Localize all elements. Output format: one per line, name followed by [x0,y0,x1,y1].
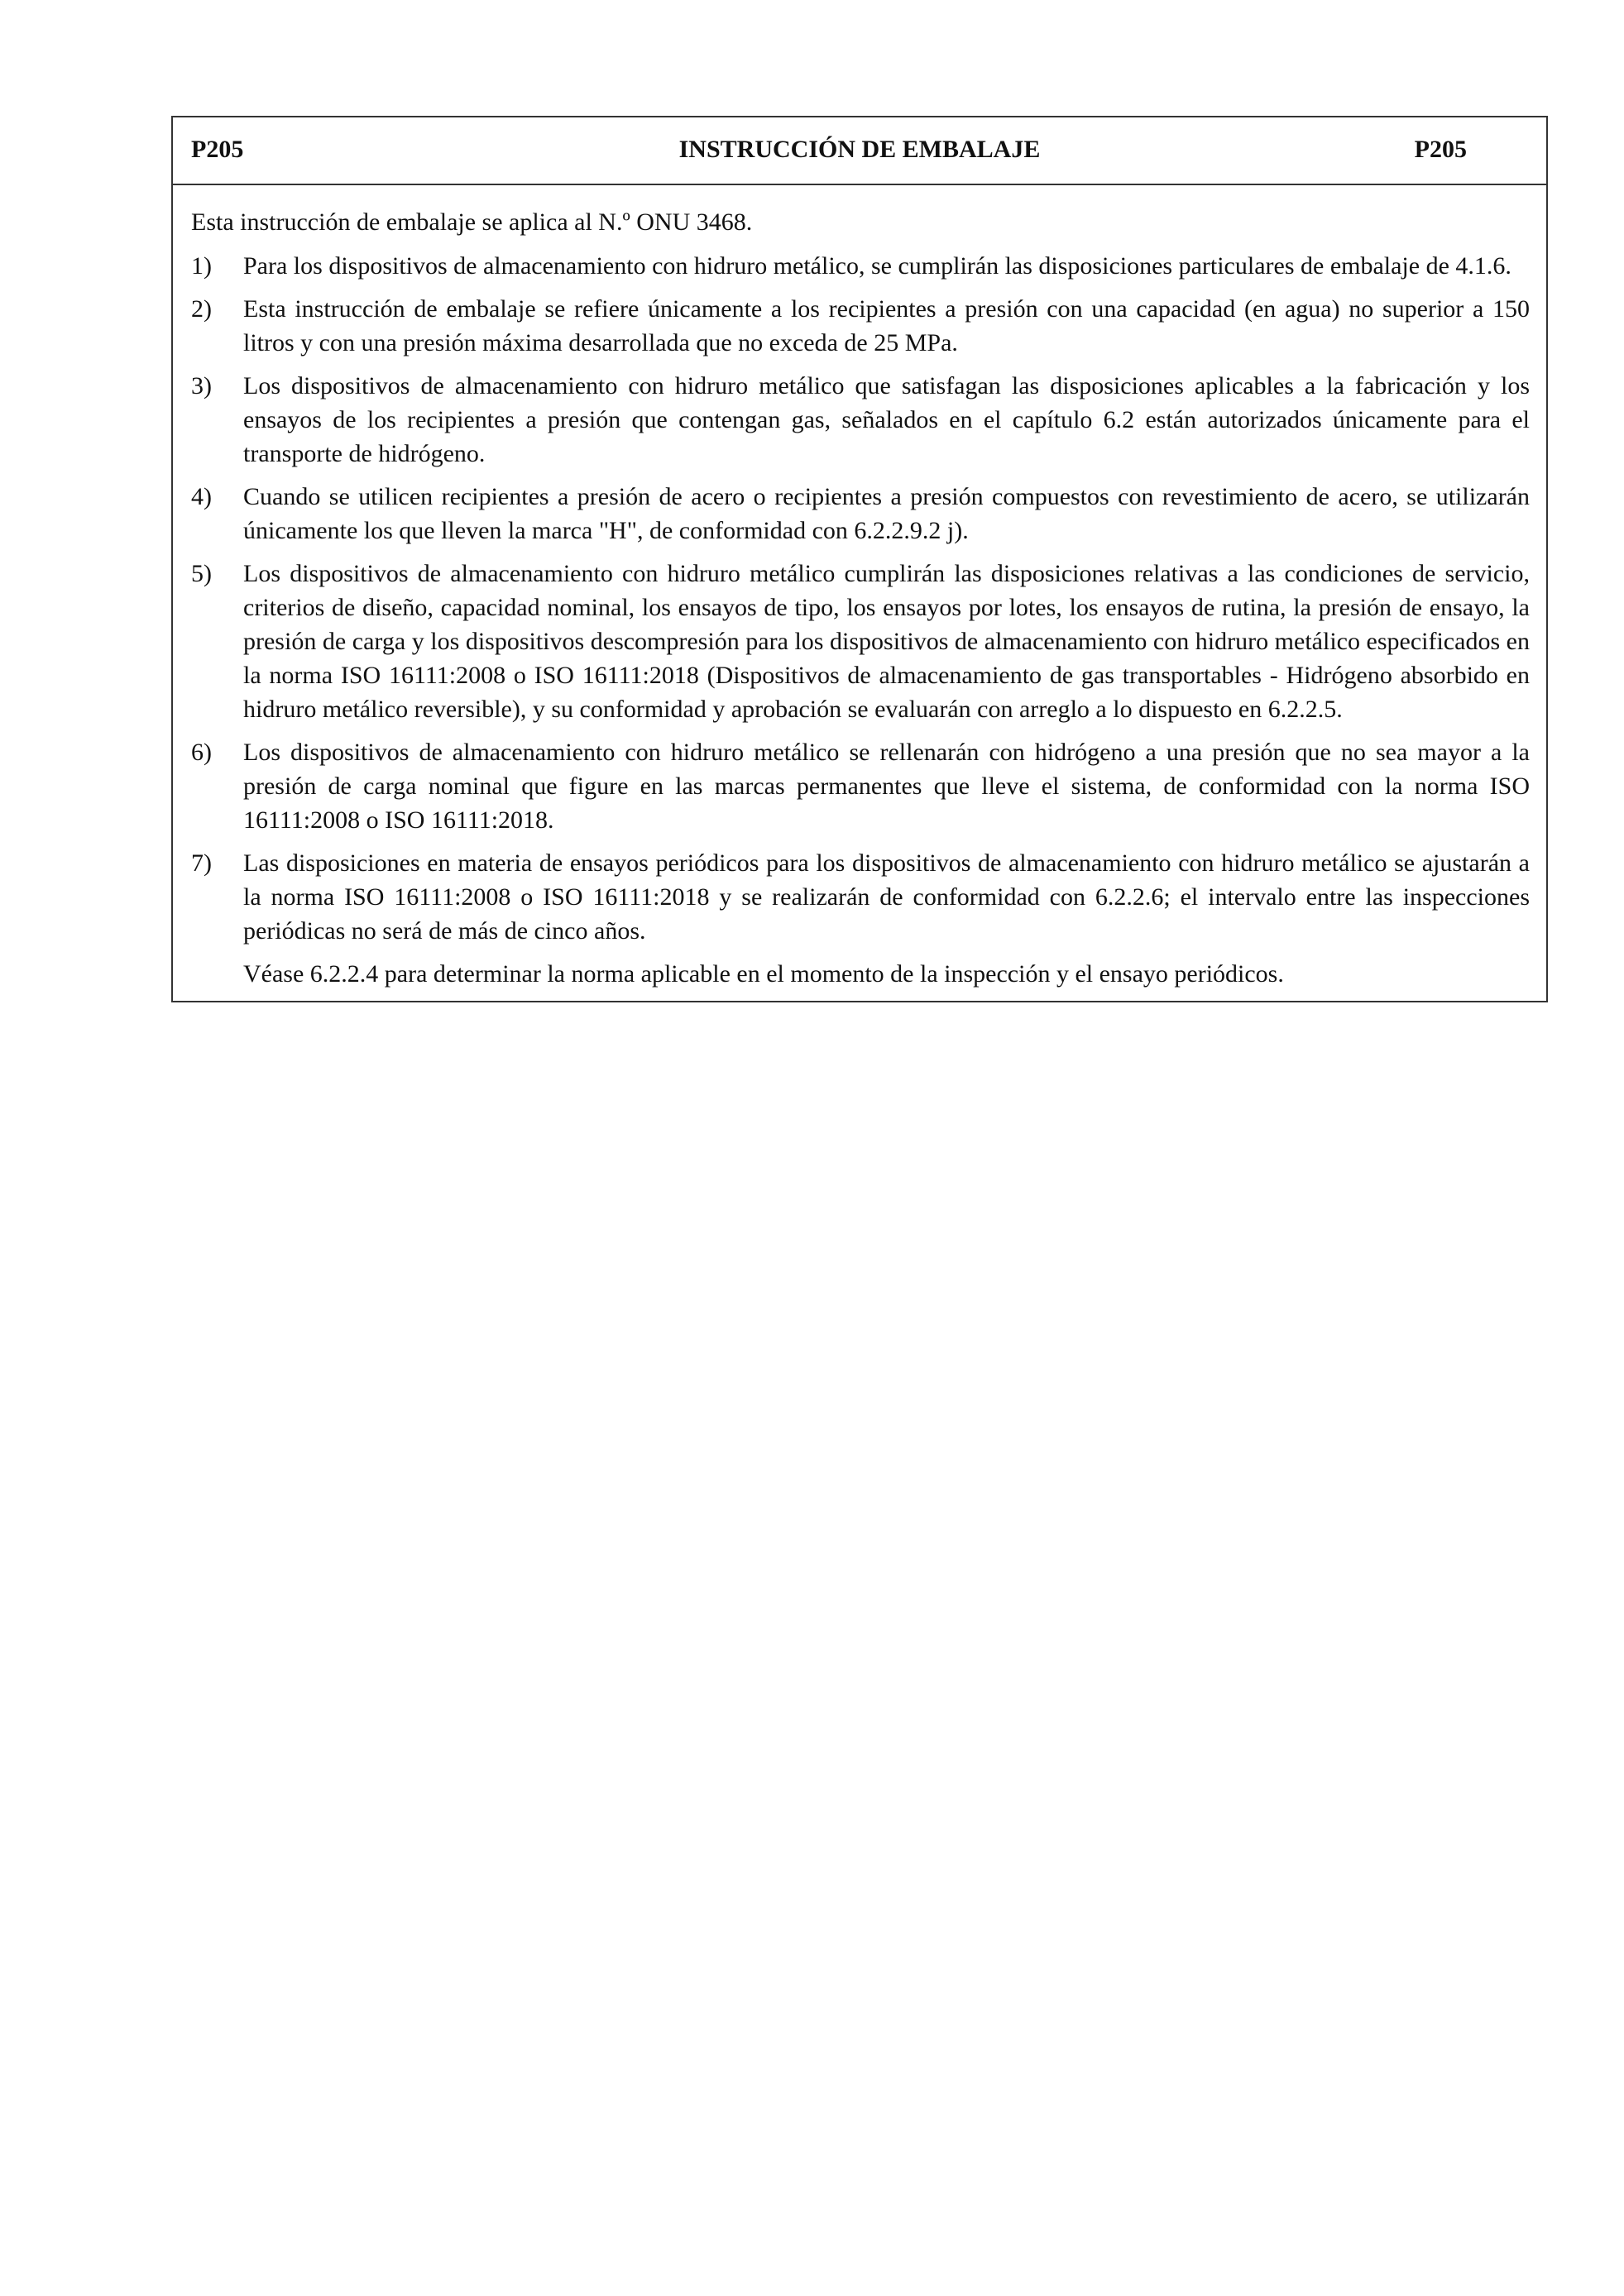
list-item [191,557,1530,726]
item-number: 4) [191,483,212,510]
list-item [191,480,1530,548]
instruction-content [173,185,1546,1001]
item-text: Cuando se utilicen recipientes a presión de acero o recipientes a presión compuestos con revestimiento de acero, se utilizarán únicamente los que lleven la marca "H", de conformidad con 6.2.2.9.2 j). [243,483,1530,544]
intro-text: Esta instrucción de embalaje se aplica al N.º ONU 3468. [191,208,753,236]
packing-instruction-box [171,116,1548,1002]
item-text: Los dispositivos de almacenamiento con hidruro metálico cumplirán las disposiciones relativas a las condiciones de servicio, criterios de diseño, capacidad nominal, los ensayos de tipo, los ensayos por lotes, los ensayos de rutina, la presión de ensayo, la presión de carga y los dispositivos descompresión para los dispositivos de almacenamiento con hidruro metálico especificados en la norma ISO 16111:2008 o ISO 16111:2018 (Dispositivos de almacenamiento de gas transportables - Hidrógeno absorbido en hidruro metálico reversible), y su conformidad y aprobación se evaluarán con arreglo a lo dispuesto en 6.2.2.5. [243,560,1530,723]
list-item [191,369,1530,471]
instruction-header [173,117,1546,185]
instruction-code-right: P205 [1414,136,1467,163]
list-item [191,846,1530,948]
item-number: 1) [191,252,212,280]
list-item [191,249,1530,283]
instruction-code-left: P205 [191,136,244,163]
list-item [191,292,1530,360]
item-number: 5) [191,560,212,587]
instruction-title: INSTRUCCIÓN DE EMBALAJE [678,136,1041,163]
item-number: 7) [191,849,212,877]
item-text: Los dispositivos de almacenamiento con hidruro metálico que satisfagan las disposiciones aplicables a la fabricación y los ensayos de los recipientes a presión que contengan gas, señalados en el capítulo 6.2 están autorizados únicamente para el transporte de hidrógeno. [243,372,1530,467]
item-text: Las disposiciones en materia de ensayos periódicos para los dispositivos de almacenamiento con hidruro metálico se ajustarán a la norma ISO 16111:2008 o ISO 16111:2018 y se realizarán de conformidad con 6.2.2.6; el intervalo entre las inspecciones periódicas no será de más de cinco años. [243,849,1530,945]
list-item [191,735,1530,837]
closing-note: Véase 6.2.2.4 para determinar la norma aplicable en el momento de la inspección y el ensayo periódicos. [243,960,1284,988]
item-number: 3) [191,372,212,399]
item-number: 2) [191,295,212,323]
item-text: Los dispositivos de almacenamiento con hidruro metálico se rellenarán con hidrógeno a una presión que no sea mayor a la presión de carga nominal que figure en las marcas permanentes que lleve el sistema, de conformidad con la norma ISO 16111:2008 o ISO 16111:2018. [243,739,1530,834]
item-number: 6) [191,739,212,766]
item-text: Para los dispositivos de almacenamiento con hidruro metálico, se cumplirán las disposiciones particulares de embalaje de 4.1.6. [243,252,1511,280]
item-text: Esta instrucción de embalaje se refiere únicamente a los recipientes a presión con una capacidad (en agua) no superior a 150 litros y con una presión máxima desarrollada que no exceda de 25 MPa. [243,295,1530,356]
